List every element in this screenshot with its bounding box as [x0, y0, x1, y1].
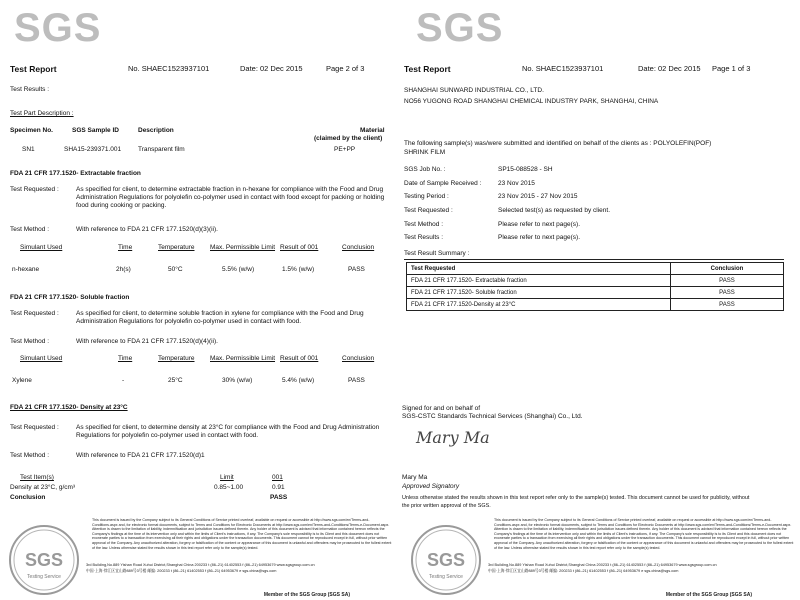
summary-conclusion: PASS	[670, 299, 783, 311]
specimen-no: SN1	[22, 146, 35, 153]
test-method-text: With reference to FDA 21 CFR 177.1520(d)1	[76, 452, 205, 459]
cell-simulant: Xylene	[12, 377, 32, 384]
seal-logo: SGS	[426, 550, 466, 570]
report-header	[402, 64, 800, 78]
summary-test: FDA 21 CFR 177.1520- Extractable fraction	[407, 275, 671, 287]
field-label-test-requested: Test Requested :	[404, 207, 453, 214]
client-address: NO56 YUGONG ROAD SHANGHAI CHEMICAL INDUSTRY PARK, SHANGHAI, CHINA	[404, 98, 659, 105]
summary-divider	[404, 259, 784, 260]
col-limit: Max. Permissible Limit	[210, 244, 276, 251]
col-temperature: Temperature	[158, 244, 195, 251]
sample-description: Transparent film	[138, 146, 185, 153]
unless-note: Unless otherwise stated the results shown in this test report refer only to the sample(s) tested. This document cannot be used for publicity, without	[402, 495, 750, 501]
test-requested-text: As specified for client, to determine density at 23°C for compliance with the Food and Drug Administration Regulations for polyolefin co-polymer used in contact with food.	[76, 424, 380, 439]
test-method-text: With reference to FDA 21 CFR 177.1520(d)(3)(ii).	[76, 226, 218, 233]
field-value-job-no: SP15-088528 - SH	[498, 166, 553, 173]
test-method-text: With reference to FDA 21 CFR 177.1520(d)(4)(ii).	[76, 338, 218, 345]
description-header: Description	[138, 127, 174, 134]
sgs-testing-service-seal	[410, 524, 482, 596]
field-label-test-method: Test Method :	[404, 221, 444, 228]
col-time: Time	[118, 355, 133, 362]
address-line-en: 3rd Building,No.889 Yishan Road Xuhui District,Shanghai China 200233 t (86–21) 61402553 f (86–21) 64953679 www.sgsgroup.com.cn	[488, 563, 717, 567]
col-simulant: Simulant Used	[20, 244, 63, 251]
col-001: 001	[272, 474, 283, 481]
cell-time: -	[122, 377, 125, 384]
conclusion-value: PASS	[270, 494, 288, 501]
report-number: No. SHAEC1523937101	[128, 64, 210, 73]
specimen-no-header: Specimen No.	[10, 127, 53, 134]
col-limit: Max. Permissible Limit	[210, 355, 276, 362]
member-of-sgs-group: Member of the SGS Group (SGS SA)	[665, 592, 752, 598]
report-page-2	[0, 0, 398, 600]
summary-conclusion: PASS	[670, 275, 783, 287]
sample-intro-cont: SHRINK FILM	[404, 149, 446, 156]
cell-limit: 5.5% (w/w)	[222, 266, 255, 273]
company-address	[488, 562, 796, 574]
page-number: Page 1 of 3	[712, 64, 751, 73]
seal-subtitle: Testing Service	[27, 574, 61, 580]
summary-conclusion: PASS	[670, 287, 783, 299]
cell-test-item: Density at 23°C, g/cm³	[10, 484, 76, 491]
cell-result: 1.5% (w/w)	[282, 266, 315, 273]
seal-logo: SGS	[24, 550, 64, 570]
cell-time: 2h(s)	[116, 266, 131, 273]
summary-table	[406, 262, 784, 311]
test-requested-text: As specified for client, to determine soluble fraction in xylene for compliance with the Food and Drug Administration Regulations for polyolefin co-polymer used in contact with food.	[76, 310, 364, 325]
section-extractable-title: FDA 21 CFR 177.1520- Extractable fraction	[10, 170, 141, 177]
seal-subtitle: Testing Service	[429, 574, 463, 580]
field-label-date-received: Date of Sample Received :	[404, 180, 482, 187]
field-value-test-results: Please refer to next page(s).	[498, 234, 581, 241]
summary-col-test: Test Requested	[407, 263, 671, 275]
cell-001: 0.91	[272, 484, 285, 491]
cell-limit: 30% (w/w)	[222, 377, 253, 384]
field-value-testing-period: 23 Nov 2015 - 27 Nov 2015	[498, 193, 578, 200]
summary-test: FDA 21 CFR 177.1520-Density at 23°C	[407, 299, 671, 311]
col-time: Time	[118, 244, 133, 251]
col-test-item: Test Item(s)	[20, 474, 54, 481]
sgs-logo: SGS	[14, 6, 102, 50]
report-page-1	[402, 0, 800, 600]
col-result: Result of 001	[280, 244, 319, 251]
sgs-sample-id-header: SGS Sample ID	[72, 127, 119, 134]
cell-temperature: 50°C	[168, 266, 183, 273]
field-value-test-requested: Selected test(s) as requested by client.	[498, 207, 611, 214]
report-title: Test Report	[404, 64, 451, 74]
col-result: Result of 001	[280, 355, 319, 362]
test-part-description-label: Test Part Description :	[10, 110, 74, 117]
test-method-label: Test Method :	[10, 338, 50, 345]
col-conclusion: Conclusion	[342, 244, 375, 251]
summary-header-row	[407, 263, 784, 275]
handwritten-signature: Mary Ma	[416, 428, 490, 447]
summary-test: FDA 21 CFR 177.1520- Soluble fraction	[407, 287, 671, 299]
test-requested-label: Test Requested :	[10, 424, 59, 431]
signed-on-behalf: Signed for and on behalf of	[402, 405, 481, 412]
field-label-test-results: Test Results :	[404, 234, 444, 241]
cell-conclusion: PASS	[348, 377, 365, 384]
summary-col-conclusion: Conclusion	[670, 263, 783, 275]
field-label-job-no: SGS Job No. :	[404, 166, 446, 173]
report-footer	[402, 516, 800, 600]
col-limit: Limit	[220, 474, 234, 481]
cell-result: 5.4% (w/w)	[282, 377, 315, 384]
company-address	[86, 562, 394, 574]
test-method-label: Test Method :	[10, 226, 50, 233]
signatory-name: Mary Ma	[402, 474, 428, 481]
material-claimed-header: (claimed by the client)	[314, 135, 383, 142]
test-result-summary-label: Test Result Summary :	[404, 250, 470, 257]
sgs-logo: SGS	[416, 6, 504, 50]
report-date: Date: 02 Dec 2015	[240, 64, 303, 73]
page-number: Page 2 of 3	[326, 64, 365, 73]
table-row	[407, 275, 784, 287]
report-number: No. SHAEC1523937101	[522, 64, 604, 73]
sgs-testing-service-seal	[8, 524, 80, 596]
field-value-test-method: Please refer to next page(s).	[498, 221, 581, 228]
test-method-label: Test Method :	[10, 452, 50, 459]
section-density-title: FDA 21 CFR 177.1520- Density at 23°C	[10, 404, 128, 411]
client-company: SHANGHAI SUNWARD INDUSTRIAL CO., LTD.	[404, 87, 544, 94]
col-simulant: Simulant Used	[20, 355, 63, 362]
signatory-title: Approved Signatory	[402, 483, 460, 490]
field-value-date-received: 23 Nov 2015	[498, 180, 535, 187]
field-label-testing-period: Testing Period :	[404, 193, 449, 200]
address-line-cn: 中国·上海·徐汇区宜山路889号3号楼 邮编: 200233 t (86–21) 61402553 f (86–21) 64953679 e sgs.china@sgs.com	[86, 569, 277, 573]
member-of-sgs-group: Member of the SGS Group (SGS SA)	[263, 592, 350, 598]
test-results-label: Test Results :	[10, 86, 50, 93]
test-requested-text: As specified for client, to determine extractable fraction in n-hexane for compliance with the Food and Drug Administration Regulations for polyolefin co-polymer used in contact with food except for packing or holding food during cooking or packing.	[76, 186, 385, 209]
table-row	[407, 299, 784, 311]
report-title: Test Report	[10, 64, 57, 74]
table-row	[407, 287, 784, 299]
cell-simulant: n-hexane	[12, 266, 40, 273]
section-soluble-title: FDA 21 CFR 177.1520- Soluble fraction	[10, 294, 130, 301]
report-footer	[0, 516, 398, 600]
report-header	[0, 64, 398, 78]
address-line-cn: 中国·上海·徐汇区宜山路889号3号楼 邮编: 200233 t (86–21) 61402553 f (86–21) 64953679 e sgs.china@sgs.com	[488, 569, 679, 573]
report-date: Date: 02 Dec 2015	[638, 64, 701, 73]
address-line-en: 3rd Building,No.889 Yishan Road Xuhui District,Shanghai China 200233 t (86–21) 61402553 f (86–21) 64953679 www.sgsgroup.com.cn	[86, 563, 315, 567]
legal-disclaimer: This document is issued by the Company subject to its General Conditions of Service printed overleaf, available on request or accessible at http://www.sgs.com/en/Terms-and-Conditions.aspx and, for electronic format documents, subject to Terms and Conditions for Electronic Documents at http://www.sgs.com/en/Terms-and-Conditions/Terms-e-Document.aspx. Attention is drawn to the limitation of liability, indemnification and jurisdiction issues defined therein. Any holder of this document is advised that information contained hereon reflects the Company's findings at the time of its intervention only and within the limits of Client's instructions, if any. The Company's sole responsibility is to its Client and this document does not exonerate parties to a transaction from exercising all their rights and obligations under the transaction documents. This document cannot be reproduced except in full, without prior written approval of the Company. Any unauthorized alteration, forgery or falsification of the content or appearance of this document is unlawful and offenders may be prosecuted to the fullest extent of the law. Unless otherwise stated the results shown in this test report refer only to the sample(s) tested.	[92, 518, 392, 550]
sample-material: PE+PP	[334, 146, 356, 153]
cell-conclusion: PASS	[348, 266, 365, 273]
test-requested-label: Test Requested :	[10, 310, 59, 317]
legal-disclaimer: This document is issued by the Company subject to its General Conditions of Service printed overleaf, available on request or accessible at http://www.sgs.com/en/Terms-and-Conditions.aspx and, for electronic format documents, subject to Terms and Conditions for Electronic Documents at http://www.sgs.com/en/Terms-and-Conditions/Terms-e-Document.aspx. Attention is drawn to the limitation of liability, indemnification and jurisdiction issues defined therein. Any holder of this document is advised that information contained hereon reflects the Company's findings at the time of its intervention only and within the limits of Client's instructions, if any. The Company's sole responsibility is to its Client and this document does not exonerate parties to a transaction from exercising all their rights and obligations under the transaction documents. This document cannot be reproduced except in full, without prior written approval of the Company. Any unauthorized alteration, forgery or falsification of the content or appearance of this document is unlawful and offenders may be prosecuted to the fullest extent of the law. Unless otherwise stated the results shown in this test report refer only to the sample(s) tested.	[494, 518, 794, 550]
signing-company: SGS-CSTC Standards Technical Services (Shanghai) Co., Ltd.	[402, 413, 583, 420]
sample-intro: The following sample(s) was/were submitted and identified on behalf of the clients as : POLYOLEFIN(POF)	[404, 140, 712, 147]
col-conclusion: Conclusion	[342, 355, 375, 362]
unless-note-cont: the prior written approval of the SGS.	[402, 503, 491, 509]
test-requested-label: Test Requested :	[10, 186, 59, 193]
cell-temperature: 25°C	[168, 377, 183, 384]
material-header: Material	[360, 127, 385, 134]
cell-limit: 0.85~1.00	[214, 484, 244, 491]
sgs-sample-id: SHA15-239371.001	[64, 146, 122, 153]
col-temperature: Temperature	[158, 355, 195, 362]
conclusion-label: Conclusion	[10, 494, 46, 501]
